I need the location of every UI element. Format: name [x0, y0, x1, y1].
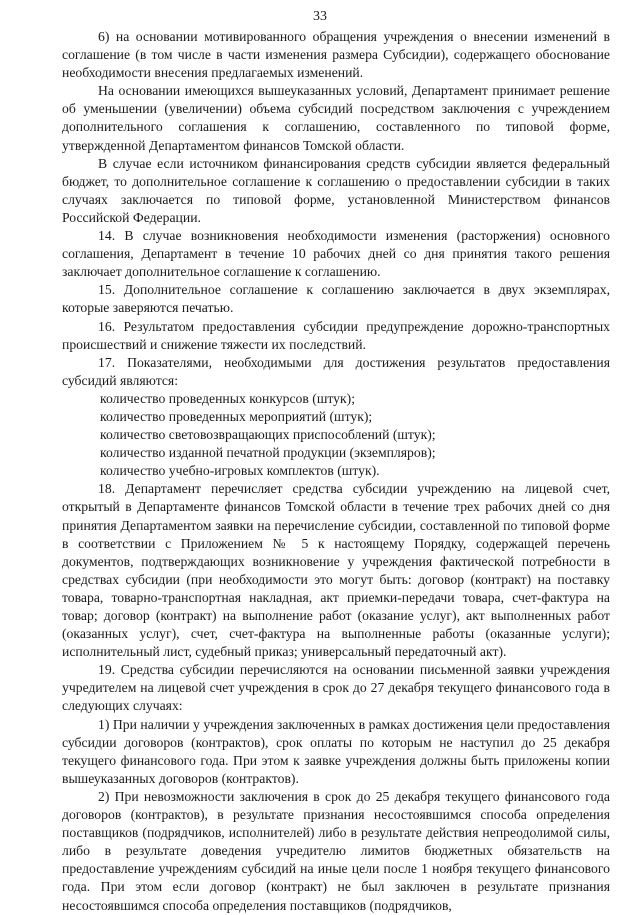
- paragraph-18: 18. Департамент перечисляет средства субсидии учреждению на лицевой счет, открытый в Департаменте финансов Томской области в течение трех рабочих дней со дня принятия Департаментом заявки на перечисление субсидии, составленной по типовой форме в соответствии с Приложением № 5 к настоящему Порядку, содержащей перечень документов, подтверждающих возникновение у учреждения фактической потребности в средствах субсидии (при необходимости это могут быть: договор (контракт) на поставку товара, товарно-транспортная накладная, акт приемки-передачи товара, счет-фактура на товар; договор (контракт) на выполнение работ (оказание услуг), акт выполненных работ (оказанных услуг), счет, счет-фактура на выполненные работы (оказанные услуги); исполнительный лист, судебный приказ; универсальный передаточный акт).: [62, 481, 610, 660]
- indicator-item: количество проведенных мероприятий (штук);: [100, 408, 373, 424]
- indicator-item: количество проведенных конкурсов (штук);: [100, 390, 356, 406]
- paragraph-16: 16. Результатом предоставления субсидии предупреждение дорожно-транспортных происшествий и снижение тяжести их последствий.: [62, 318, 610, 352]
- paragraph-federal-budget-case: В случае если источником финансирования средств субсидии является федеральный бюджет, то дополнительное соглашение к соглашению о предоставлении субсидии в таких случаях заключается по типовой форме, установленной Министерством финансов Российской Федерации.: [62, 155, 610, 225]
- paragraph-19: 19. Средства субсидии перечисляются на основании письменной заявки учреждения учредителем на лицевой счет учреждения в срок до 27 декабря текущего финансового года в следующих случаях:: [62, 662, 610, 714]
- indicator-item: количество световозвращающих приспособлений (штук);: [100, 427, 436, 443]
- paragraph-subsidy-change-decision: На основании имеющихся вышеуказанных условий, Департамент принимает решение об уменьшении (увеличении) объема субсидий посредством заключения с учреждением дополнительного соглашения к соглашению, составленного по типовой форме, утвержденной Департаментом финансов Томской области.: [62, 83, 610, 153]
- paragraph-17: 17. Показателями, необходимыми для достижения результатов предоставления субсидий являются:: [62, 354, 610, 388]
- paragraph-19-case-1: 1) При наличии у учреждения заключенных в рамках достижения цели предоставления субсидии договоров (контрактов), срок оплаты по которым не наступил до 25 декабря текущего финансового года. При этом к заявке учреждения должны быть приложены копии вышеуказанных договоров (контрактов).: [62, 716, 610, 786]
- paragraph-15: 15. Дополнительное соглашение к соглашению заключается в двух экземплярах, которые заверяются печатью.: [62, 282, 610, 316]
- indicator-item: количество изданной печатной продукции (экземпляров);: [100, 445, 436, 461]
- paragraph-14: 14. В случае возникновения необходимости изменения (расторжения) основного соглашения, Департамент в течение 10 рабочих дней со дня принятия такого решения заключает дополнительное соглашение к соглашению.: [62, 228, 610, 280]
- indicator-item: количество учебно-игровых комплектов (штук).: [100, 463, 380, 479]
- paragraph-19-case-2: 2) При невозможности заключения в срок до 25 декабря текущего финансового года договоров (контрактов), в результате признания несостоявшимся способа определения поставщиков (подрядчиков, исполнителей) либо в результате действия непреодолимой силы, либо в результате доведения учредителю лимитов бюджетных обязательств на предоставление учреждениям субсидий на иные цели после 1 ноября текущего финансового года. При этом если договор (контракт) не был заключен в результате признания несостоявшимся способа определения поставщиков (подрядчиков,: [62, 788, 610, 913]
- paragraph-6-amendment-basis: 6) на основании мотивированного обращения учреждения о внесении изменений в соглашение (в том числе в части изменения размера Субсидии), содержащего обоснование необходимости внесения предлагаемых изменений.: [62, 29, 610, 81]
- document-body: [62, 28, 610, 915]
- page-number: 33: [313, 9, 327, 24]
